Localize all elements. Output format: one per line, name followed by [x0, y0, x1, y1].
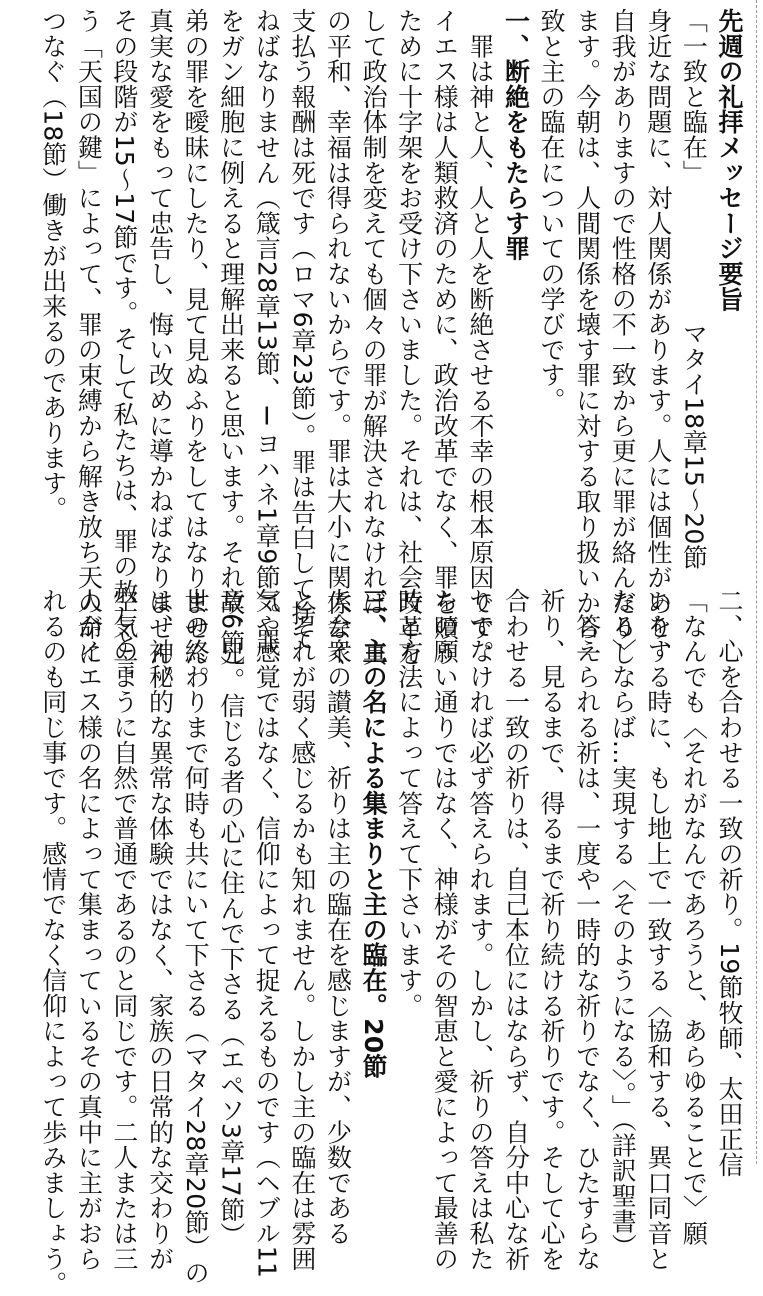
- summary-title: 先週の礼拝メッセージ要旨: [715, 8, 744, 312]
- sermon-summary-upper: [38, 8, 747, 692]
- section2-line: ちの願い通りではなく、神様がその智恵と愛によって最善の: [430, 588, 460, 1272]
- section3-line: 空気のように自然で普通であるのと同じです。二人または三: [109, 588, 139, 1272]
- page-edge-line: [755, 0, 757, 1164]
- section3-line: とそれが弱く感じるかも知れません。しかし主の臨在は雰囲: [287, 588, 317, 1272]
- section1-line: をガン細胞に例えると理解出来ると思います。それ故、兄: [216, 8, 246, 666]
- section2-line: 祈り、見るまで、得るまで祈り続ける祈りです。そして心を: [537, 588, 567, 1272]
- section1-line: 真実な愛をもって忠告し、悔い改めに導かねばなりません。: [145, 8, 175, 692]
- section1-line: その段階が15〜17節です。そして私たちは、罪の赦しと言: [109, 8, 139, 681]
- section2-heading-line: [711, 588, 747, 1178]
- section1-line: ために十字架をお受け下さいました。それは、社会改革を: [394, 8, 424, 666]
- section2-line: 答えられる祈は、一度や一時的な祈りでなく、ひたすらな: [572, 588, 602, 1272]
- sermon-header-line: [676, 8, 712, 570]
- section2-line: 時と方法によって答えて下さいます。: [394, 588, 424, 1019]
- section-heading-3: 三、主の名による集まりと主の臨在。20節: [359, 588, 389, 1079]
- section2-line: いをする時に、もし地上で一致する〈協和する、異口同音と: [643, 588, 673, 1272]
- section1-line: イエス様は人類救済のために、政治改革でなく、罪を贖う: [430, 8, 460, 666]
- section2-line: 「なんでも〈それがなんであろうと、あらゆることで〉願: [679, 588, 709, 1246]
- preacher-name: 牧師、太田正信: [715, 999, 744, 1178]
- section-heading-2: 二、心を合わせる一致の祈り。19節: [715, 588, 744, 1000]
- section1-line: ねばなりません（箴言28章13節、Ⅰヨハネ1章9節）。罪: [252, 8, 282, 654]
- scripture-reference: マタイ18章15〜20節: [679, 320, 709, 570]
- section3-line: 章6節）。信じる者の心に住んで下さる（エペソ3章17節）: [216, 588, 246, 1248]
- section1-line: つなぐ（18節）働きが出来るのであります。: [38, 8, 68, 522]
- section3-line: 世の終わりまで何時も共にいて下さる（マタイ28章20節）の: [181, 588, 211, 1286]
- section1-line: 罪は神と人、人と人を断絶させる不幸の根本原因です。: [465, 8, 495, 666]
- sermon-summary-lower: [38, 588, 747, 1296]
- section1-line: の平和、幸福は得られないからです。罪は大小に関係なく: [323, 8, 353, 666]
- section3-line: 大会衆の讃美、祈りは主の臨在を感じますが、少数である: [323, 588, 353, 1246]
- section3-line: れるのも同じ事です。感情でなく信仰によって歩みましょう。: [38, 588, 68, 1296]
- section-heading-1: 一、断絶をもたらす罪: [501, 8, 531, 261]
- section1-line: して政治体制を変えても個々の罪が解決されなければ、真: [359, 8, 389, 666]
- section1-line: 支払う報酬は死です（ロマ6章23節）。罪は告白して捨て: [287, 8, 317, 652]
- section2-line: なる〉ならば…実現する〈そのようになる〉。」（詳訳聖書）: [608, 588, 638, 1259]
- summary-paragraph-line: 致と主の臨在についての学びです。: [537, 8, 567, 413]
- section1-line: う「天国の鍵」によって、罪の束縛から解き放ち天の命に: [74, 8, 104, 666]
- section3-line: 気や感覚ではなく、信仰によって捉えるものです（ヘブル11: [252, 588, 282, 1279]
- summary-paragraph-line: ます。今朝は、人間関係を壊す罪に対する取り扱いから一: [572, 8, 602, 666]
- section2-line: りでなければ必ず答えられます。しかし、祈りの答えは私た: [465, 588, 495, 1272]
- sermon-title: 「一致と臨在」: [679, 8, 709, 186]
- section3-line: 人がイエス様の名によって集まっているその真中に主がおら: [74, 588, 104, 1272]
- section2-line: 合わせる一致の祈りは、自己本位にはならず、自分中心な祈: [501, 588, 531, 1272]
- summary-paragraph-line: 身近な問題に、対人関係があります。人には個性があり、: [643, 8, 673, 666]
- section1-line: 弟の罪を曖昧にしたり、見て見ぬふりをしてはなりません。: [181, 8, 211, 692]
- summary-paragraph-line: 自我がありますので性格の不一致から更に罪が絡んだりし: [608, 8, 638, 666]
- section3-line: は、神秘的な異常な体験ではなく、家族の日常的な交わりが: [145, 588, 175, 1272]
